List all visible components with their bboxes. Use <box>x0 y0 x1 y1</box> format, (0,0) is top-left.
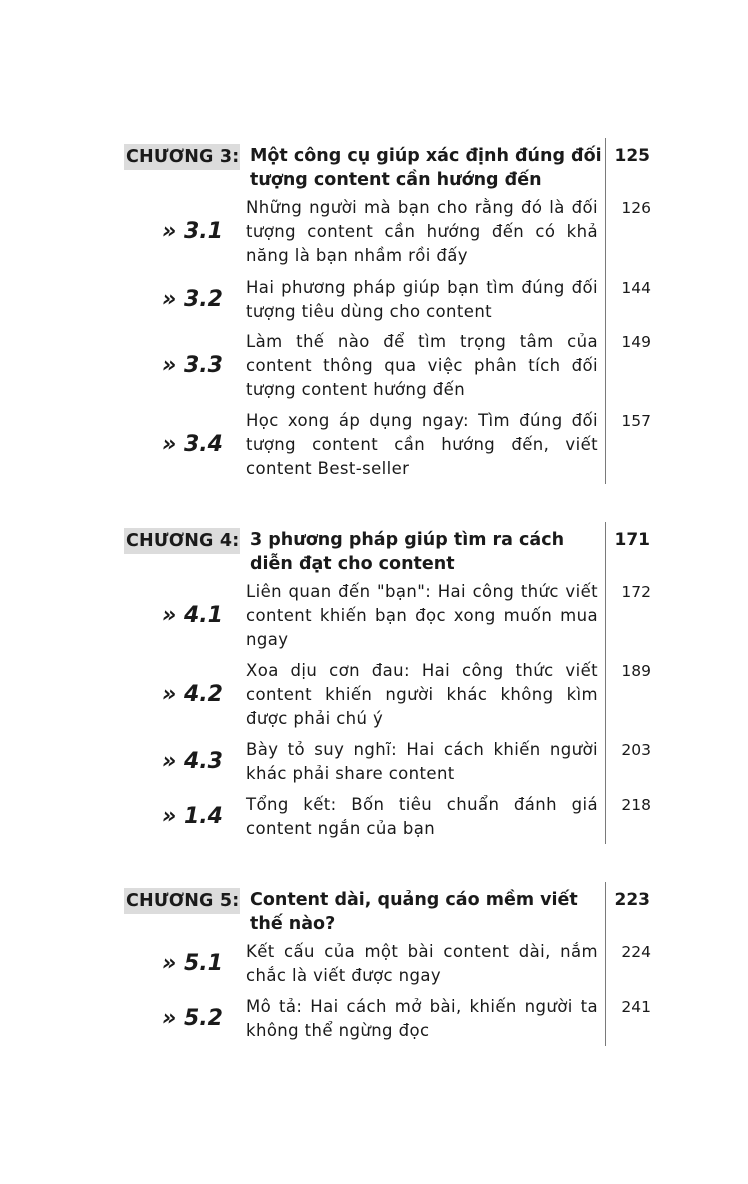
section-number: » 5.2 <box>162 1006 223 1031</box>
chapter-page: 171 <box>614 530 650 550</box>
column-divider <box>605 138 606 484</box>
column-divider <box>605 522 606 844</box>
section-page: 224 <box>621 943 651 961</box>
section-title: Tổng kết: Bốn tiêu chuẩn đánh giá content ngắn của bạn <box>246 795 598 838</box>
chapter-label: CHƯƠNG 3: <box>126 147 240 167</box>
section-number: » 3.3 <box>162 353 223 378</box>
chapter-title[interactable]: Content dài, quảng cáo mềm viết thế nào? <box>250 890 578 934</box>
chapter-label-box <box>124 144 240 170</box>
section-page: 157 <box>621 412 651 430</box>
section-page: 218 <box>621 796 651 814</box>
section-title: Xoa dịu cơn đau: Hai công thức viết content khiến người khác không kìm được phải chú ý <box>246 661 598 728</box>
section-number: » 4.1 <box>162 603 223 628</box>
section-title: Học xong áp dụng ngay: Tìm đúng đối tượng content cần hướng đến, viết content Best-seller <box>246 411 598 478</box>
section-title: Liên quan đến "bạn": Hai công thức viết content khiến bạn đọc xong muốn mua ngay <box>246 582 598 649</box>
section-title: Bày tỏ suy nghĩ: Hai cách khiến người khác phải share content <box>246 740 598 783</box>
section-number: » 4.2 <box>162 682 223 707</box>
chapter-label: CHƯƠNG 5: <box>126 891 240 911</box>
section-number: » 4.3 <box>162 749 223 774</box>
chapter-label-box <box>124 528 240 554</box>
chapter-title[interactable]: 3 phương pháp giúp tìm ra cách diễn đạt cho content <box>250 530 565 574</box>
chapter-title[interactable]: Một công cụ giúp xác định đúng đối tượng content cần hướng đến <box>250 146 602 190</box>
section-page: 203 <box>621 741 651 759</box>
chapter-label-box <box>124 888 240 914</box>
section-number: » 3.4 <box>162 432 223 457</box>
section-number: » 3.1 <box>162 219 223 244</box>
section-title: Hai phương pháp giúp bạn tìm đúng đối tượng tiêu dùng cho content <box>246 278 598 321</box>
section-page: 149 <box>621 333 651 351</box>
section-page: 126 <box>621 199 651 217</box>
section-title: Mô tả: Hai cách mở bài, khiến người ta không thể ngừng đọc <box>246 997 598 1040</box>
chapter-page: 125 <box>614 146 650 166</box>
section-title: Làm thế nào để tìm trọng tâm của content thông qua việc phân tích đối tượng content hướng đến <box>246 332 598 399</box>
section-page: 144 <box>621 279 651 297</box>
section-page: 172 <box>621 583 651 601</box>
section-title: Những người mà bạn cho rằng đó là đối tượng content cần hướng đến có khả năng là bạn nhầm rồi đấy <box>246 198 598 265</box>
section-page: 241 <box>621 998 651 1016</box>
chapter-page: 223 <box>614 890 650 910</box>
section-title: Kết cấu của một bài content dài, nắm chắc là viết được ngay <box>246 942 598 985</box>
section-number: » 3.2 <box>162 287 223 312</box>
section-page: 189 <box>621 662 651 680</box>
column-divider <box>605 882 606 1046</box>
chapter-label: CHƯƠNG 4: <box>126 531 240 551</box>
section-number: » 5.1 <box>162 951 223 976</box>
section-number: » 1.4 <box>162 804 223 829</box>
